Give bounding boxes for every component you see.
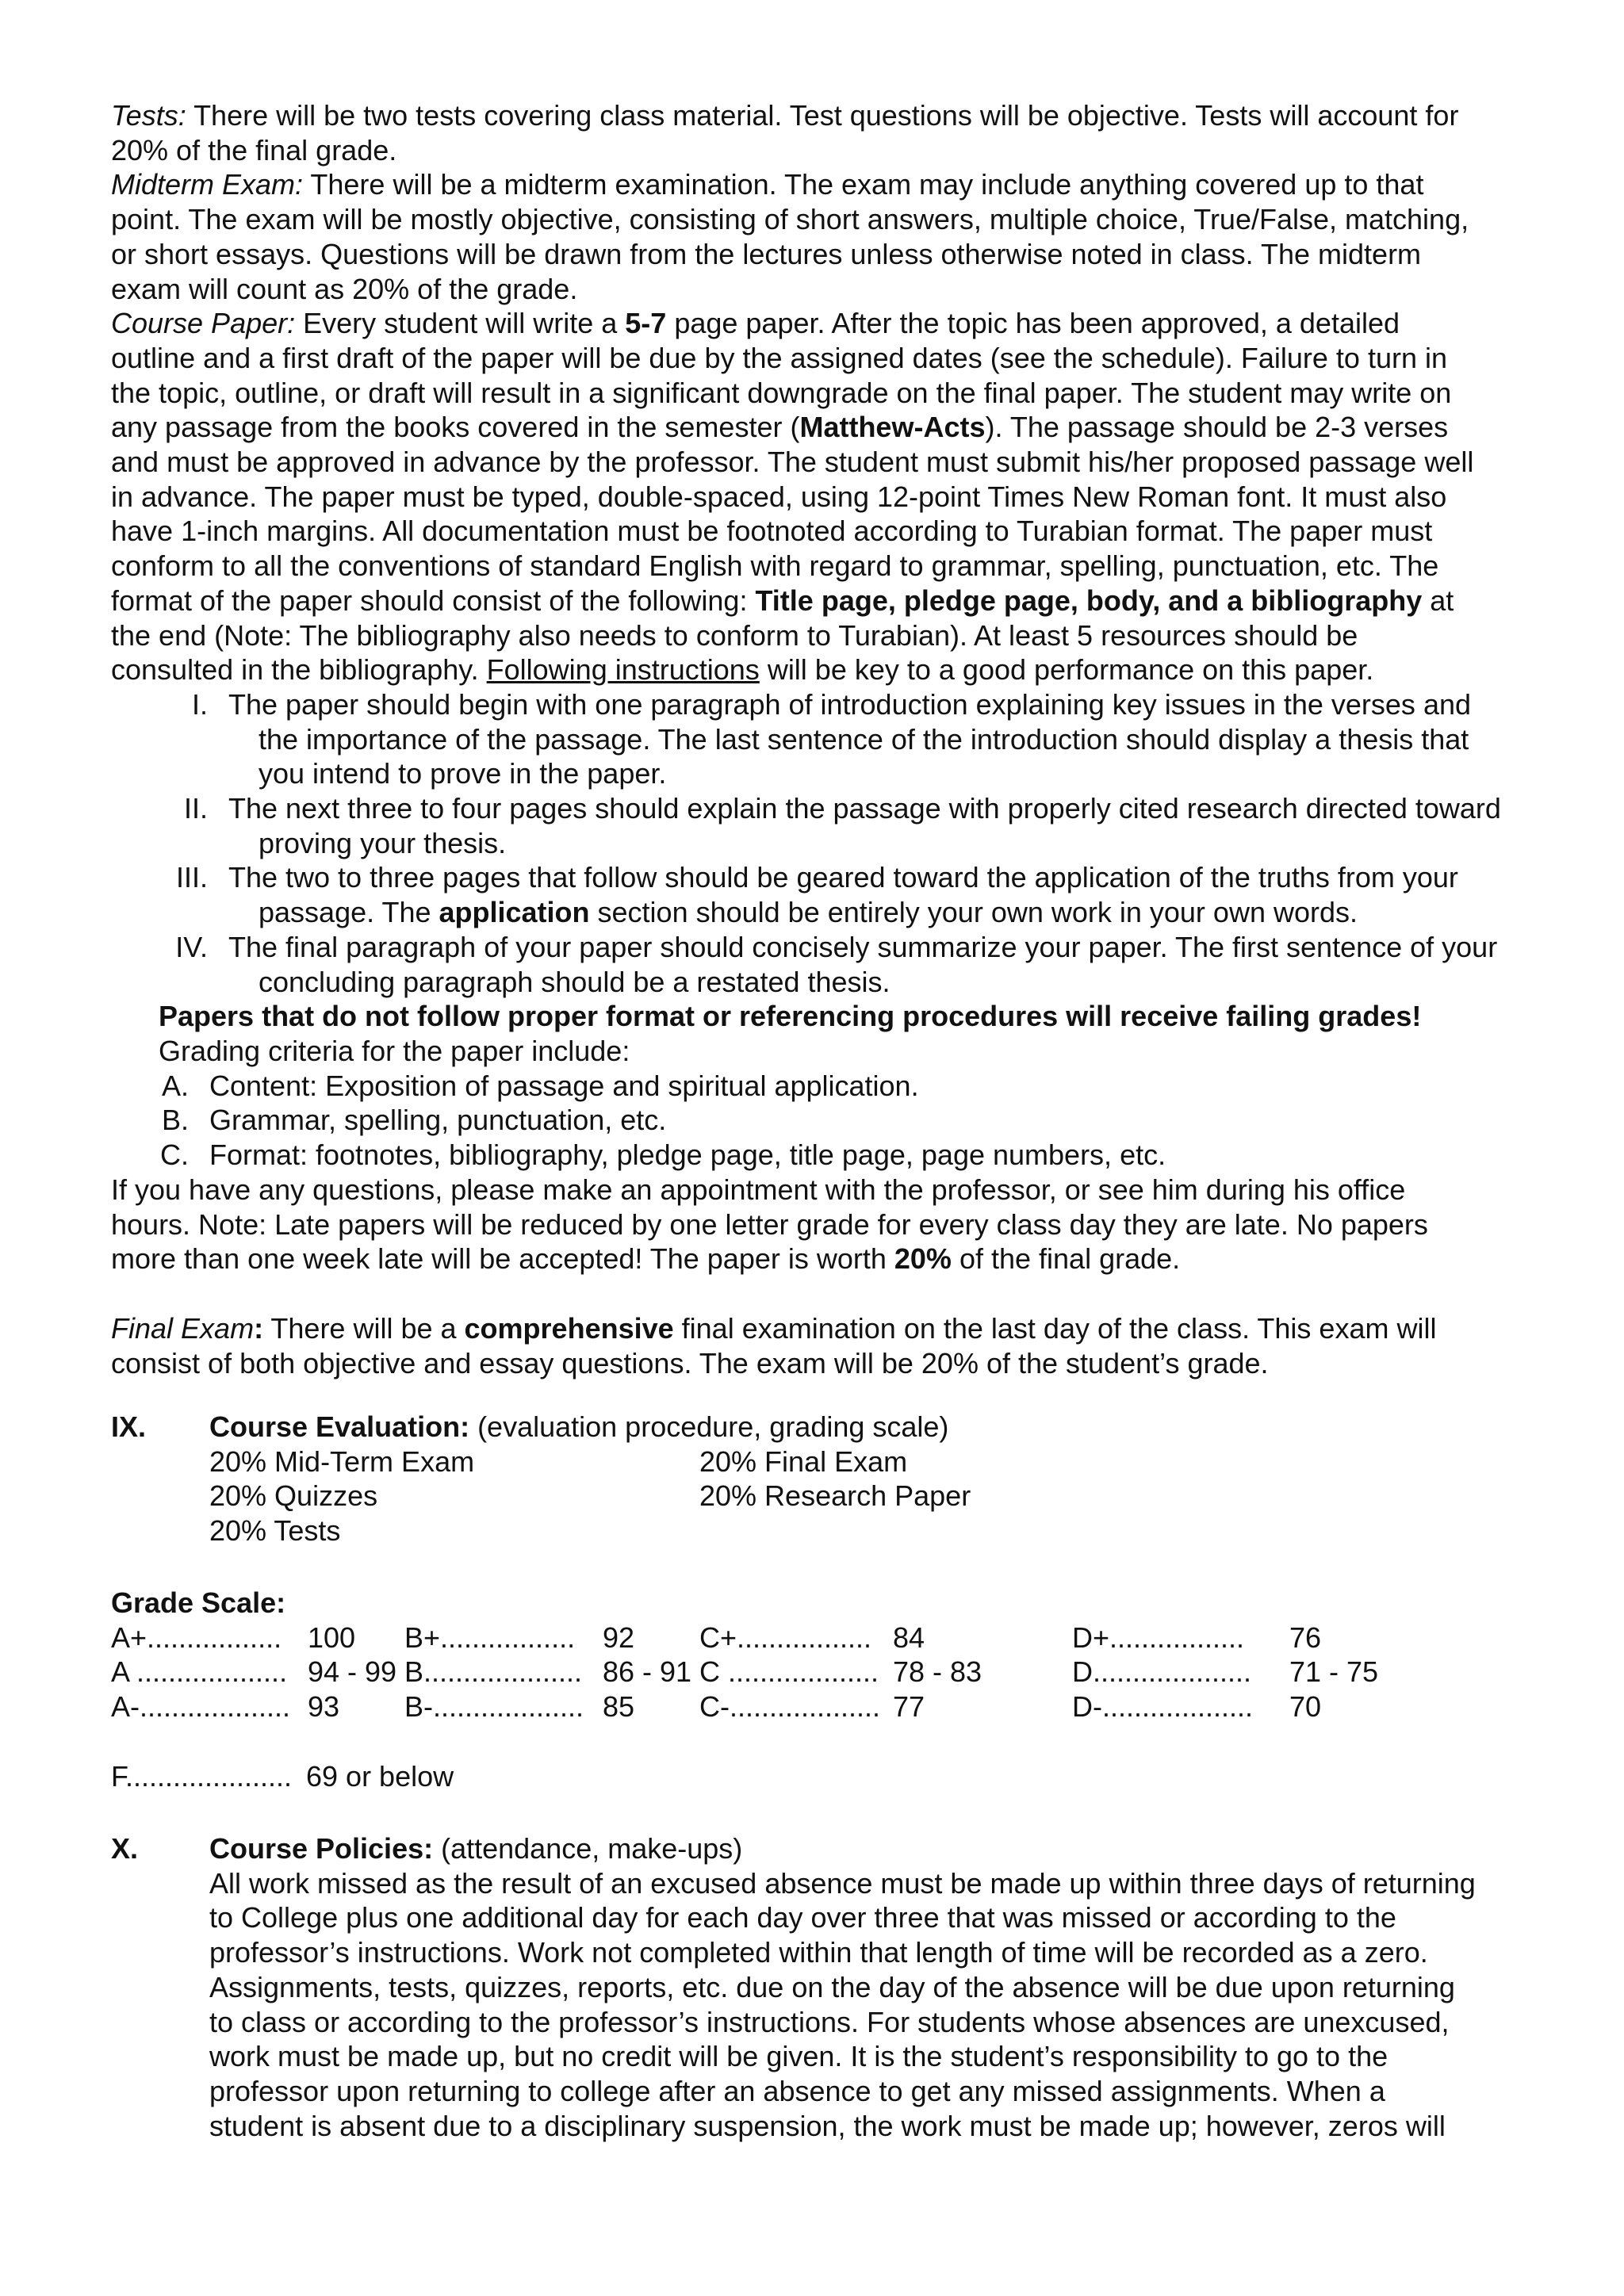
- tests-line-2: 20% of the final grade.: [111, 133, 397, 166]
- midterm-label: Midterm Exam:: [111, 168, 304, 201]
- failing-grades-warning: Papers that do not follow proper format or referencing procedures will receive failing grades!: [159, 1000, 1422, 1033]
- paper-line-4: any passage from the books covered in the semester (Matthew-Acts). The passage should be 2-3 verses: [111, 411, 1449, 444]
- final-exam-label: Final Exam: [111, 1311, 255, 1345]
- evaluation-item: 20% Research Paper: [699, 1479, 971, 1513]
- grade-row: A ................... 94 - 99 B.................... 86 - 91 C ................... 78 - 83 D.................... 71 - 75: [111, 1655, 1379, 1689]
- paper-line-6: in advance. The paper must be typed, double-spaced, using 12-point Times New Roman font. It must also: [111, 480, 1447, 513]
- paper-line-7: have 1-inch margins. All documentation must be footnoted according to Turabian format. The paper must: [111, 515, 1433, 548]
- criteria-item: C. Format: footnotes, bibliography, pledge page, title page, page numbers, etc.: [160, 1138, 1166, 1172]
- tests-line-1: Tests: There will be two tests covering class material. Test questions will be objective. Tests will account for: [111, 99, 1459, 132]
- grade-scale: [0, 1586, 1624, 1793]
- paper-line-3: the topic, outline, or draft will result in a significant downgrade on the final paper. The student may write on: [111, 376, 1452, 409]
- paper-line-9: format of the paper should consist of the following: Title page, pledge page, body, and a bibliography at: [111, 584, 1454, 617]
- paper-line-10: the end (Note: The bibliography also needs to conform to Turabian). At least 5 resources should be: [111, 618, 1358, 652]
- step-number: IV.: [175, 930, 208, 963]
- criteria-item: A. Content: Exposition of passage and spiritual application.: [161, 1069, 919, 1102]
- step-number: II.: [183, 792, 208, 825]
- section-number: IX.: [111, 1410, 147, 1443]
- grade-scale-title: Grade Scale:: [111, 1586, 286, 1619]
- evaluation-item: 20% Mid-Term Exam: [209, 1445, 475, 1478]
- paper-label: Course Paper:: [111, 307, 296, 340]
- questions-line-3: more than one week late will be accepted! The paper is worth 20% of the final grade.: [111, 1242, 1181, 1276]
- criteria-item: B. Grammar, spelling, punctuation, etc.: [161, 1104, 667, 1137]
- midterm-line-3: or short essays. Questions will be drawn from the lectures unless otherwise noted in class. The midterm: [111, 237, 1422, 270]
- step-item: I. The paper should begin with one paragraph of introduction explaining key issues in the verses and the importance of the passage. The last sentence of the introduction should display a thesis that you intend to prove in the paper.: [111, 687, 1602, 791]
- grade-row: A+................. 100 B+................. 92 C+................. 84 D+................. 76: [111, 1621, 1322, 1654]
- questions-line-2: hours. Note: Late papers will be reduced by one letter grade for every class day they are late. No papers: [111, 1207, 1428, 1241]
- tests-label: Tests:: [111, 99, 186, 132]
- grade-row: A-................... 93 B-................... 85 C-................... 77 D-................... 70: [111, 1690, 1322, 1724]
- step-number: I.: [191, 687, 208, 721]
- paper-line-2: outline and a first draft of the paper will be due by the assigned dates (see the schedule). Failure to turn in: [111, 341, 1448, 374]
- paper-line-1: Course Paper: Every student will write a 5-7 page paper. After the topic has been approved, a detailed: [111, 307, 1400, 340]
- step-item: IV. The final paragraph of your paper should concisely summarize your paper. The first sentence of your concluding paragraph should be a restated thesis.: [111, 930, 1602, 999]
- final-exam-line-1: Final Exam: There will be a comprehensive final examination on the last day of the class. This exam will: [111, 1311, 1437, 1345]
- evaluation-item: 20% Final Exam: [699, 1445, 908, 1478]
- step-number: III.: [175, 861, 208, 894]
- midterm-line-1: Midterm Exam: There will be a midterm examination. The exam may include anything covered up to that: [111, 168, 1424, 201]
- section-heading: Course Evaluation: (evaluation procedure, grading scale): [209, 1410, 949, 1443]
- section-number: X.: [111, 1832, 139, 1865]
- grade-f-label: F.....................: [111, 1759, 293, 1793]
- course-policies-section: [0, 1831, 1624, 2143]
- paper-line-5: and must be approved in advance by the professor. The student must submit his/her proposed passage well: [111, 446, 1474, 479]
- step-item: III. The two to three pages that follow should be geared toward the application of the truths from your passage. The application section should be entirely your own work in your own words.: [111, 860, 1602, 929]
- evaluation-item: 20% Tests: [209, 1514, 341, 1548]
- paper-line-11: consulted in the bibliography. Following instructions will be key to a good performance on this paper.: [111, 653, 1374, 687]
- midterm-line-2: point. The exam will be mostly objective, consisting of short answers, multiple choice, True/False, matching,: [111, 203, 1469, 236]
- course-evaluation-section: [0, 1410, 1624, 1548]
- step-item: II. The next three to four pages should explain the passage with properly cited research directed toward proving your thesis.: [111, 791, 1602, 860]
- grade-f-value: 69 or below: [306, 1759, 454, 1793]
- policies-paragraph: All work missed as the result of an excused absence must be made up within three days of returning to College plus one additional day for each day over three that was missed or according to the professor’s instructions. Work not completed within that length of time will be recorded as a zero. Assignments, tests, quizzes, reports, etc. due on the day of the absence will be due upon returning to class or according to the professor’s instructions. For students whose absences are unexcused, work must be made up, but no credit will be given. It is the student’s responsibility to go to the professor upon returning to college after an absence to get any missed assignments. When a student is absent due to a disciplinary suspension, the work must be made up; however, zeros will: [209, 1866, 1476, 2142]
- questions-line-1: If you have any questions, please make an appointment with the professor, or see him during his office: [111, 1173, 1406, 1206]
- paper-line-8: conform to all the conventions of standard English with regard to grammar, spelling, punctuation, etc. The: [111, 549, 1439, 583]
- policy-body: [111, 98, 1602, 1380]
- midterm-line-4: exam will count as 20% of the grade.: [111, 272, 578, 305]
- section-heading: Course Policies: (attendance, make-ups): [209, 1832, 743, 1865]
- final-exam-line-2: consist of both objective and essay questions. The exam will be 20% of the student’s grade.: [111, 1346, 1269, 1380]
- criteria-intro: Grading criteria for the paper include:: [159, 1034, 630, 1067]
- evaluation-item: 20% Quizzes: [209, 1479, 378, 1513]
